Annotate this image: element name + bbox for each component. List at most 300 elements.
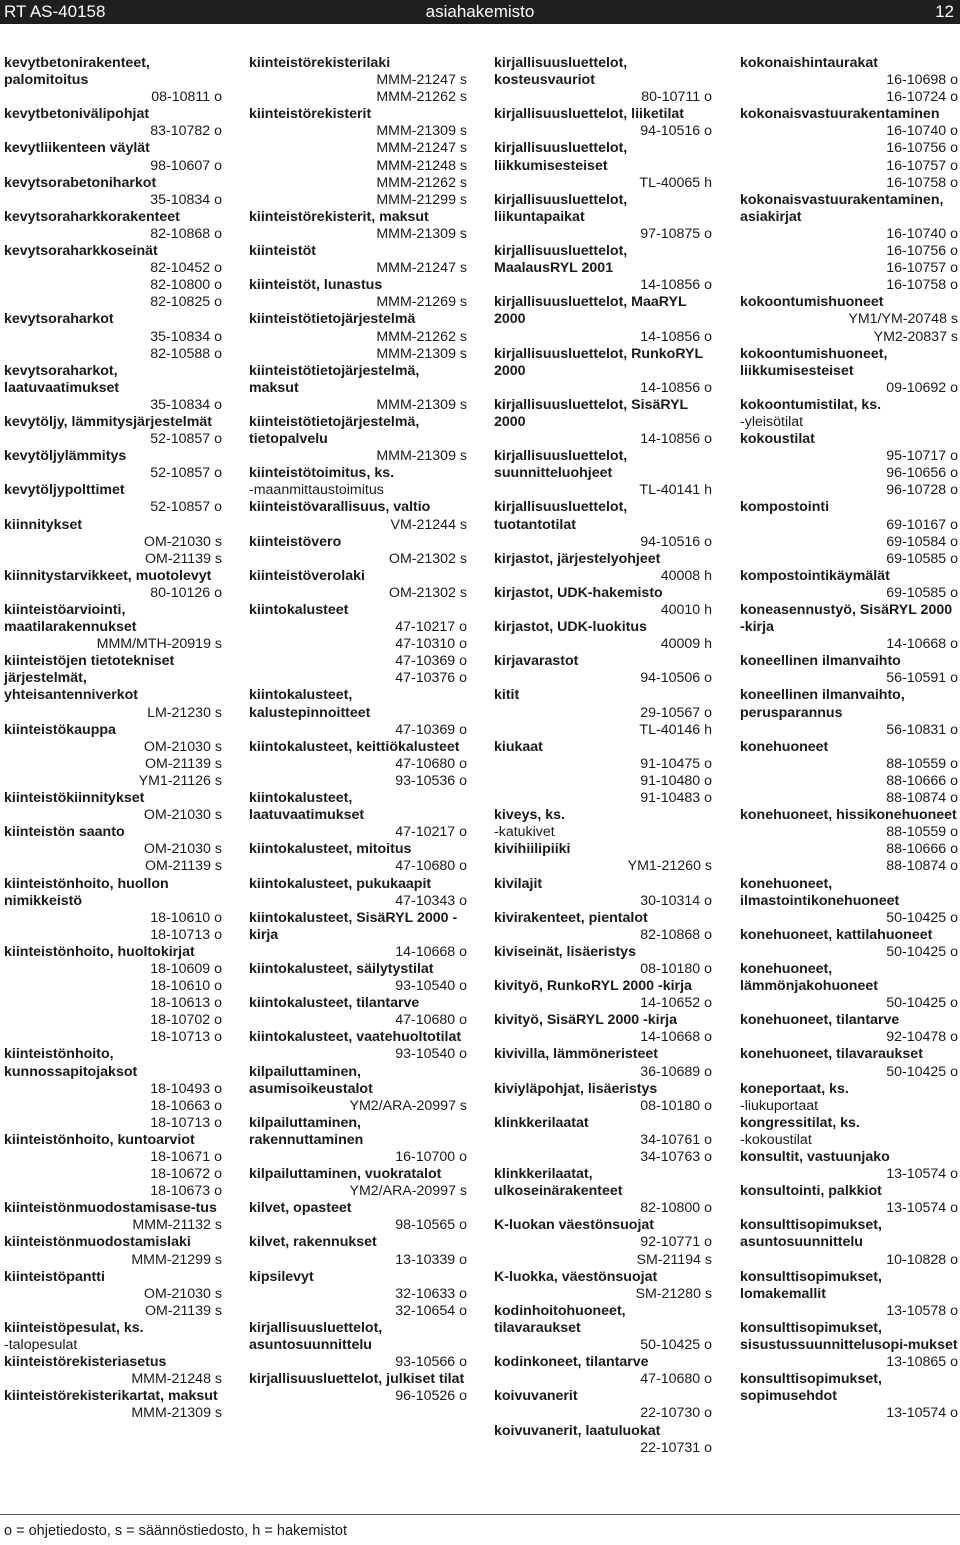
document-reference: 47-10376 o	[395, 670, 467, 687]
index-entry	[494, 1217, 712, 1268]
index-entry	[494, 499, 712, 550]
index-entry	[4, 55, 222, 106]
see-reference: -katukivet	[494, 824, 555, 841]
document-reference: OM-21139 s	[144, 755, 222, 772]
index-term: kevytsoraharkkorakenteet	[4, 208, 180, 225]
index-entry	[494, 1115, 712, 1166]
index-column-3	[494, 55, 712, 1457]
index-term: kiinnitystarvikkeet, muotolevyt	[4, 567, 212, 584]
document-reference: 95-10717 o	[886, 448, 958, 465]
index-entry	[249, 1234, 467, 1268]
index-term: konsulttisopimukset, lomakemallit	[740, 1268, 882, 1302]
index-entry	[4, 1388, 222, 1422]
index-term: kiinteistönhoito, kunnossapitojaksot	[4, 1046, 138, 1080]
index-term: kokonaishintaurakat	[740, 55, 878, 71]
index-term: konehuoneet, tilavaraukset	[740, 1046, 923, 1063]
document-reference: 47-10680 o	[395, 1012, 467, 1029]
index-entry	[494, 585, 712, 619]
document-reference: MMM-21262 s	[376, 328, 467, 345]
index-term: konsulttisopimukset, sopimusehdot	[740, 1371, 882, 1405]
index-term: kiviyläpohjat, lisäeristys	[494, 1080, 658, 1097]
index-term: kilpailuttaminen, rakennuttaminen	[249, 1114, 364, 1148]
index-entry	[4, 1234, 222, 1268]
index-entry	[740, 961, 958, 1012]
document-reference: 98-10607 o	[150, 157, 222, 174]
document-reference: 93-10566 o	[395, 1354, 467, 1371]
document-reference: 13-10574 o	[886, 1166, 958, 1183]
document-reference: 29-10567 o	[640, 704, 712, 721]
index-term: kevytsoraharkot, laatuvaatimukset	[4, 362, 120, 396]
index-term: kirjallisuusluettelot, tuotantotilat	[494, 499, 628, 533]
index-term: kilvet, opasteet	[249, 1200, 352, 1217]
document-reference: 82-10800 o	[150, 277, 222, 294]
index-entry	[249, 534, 467, 568]
see-reference: -kokoustilat	[740, 1131, 812, 1148]
index-term: kiinnitykset	[4, 516, 83, 533]
index-entry	[249, 841, 467, 875]
document-reference: 16-10757 o	[886, 260, 958, 277]
index-term: konehuoneet	[740, 738, 829, 755]
index-term: kiinteistövero	[249, 533, 342, 550]
document-reference: 08-10811 o	[151, 89, 222, 106]
document-reference: 69-10585 o	[886, 550, 958, 567]
index-entry	[494, 55, 712, 106]
document-reference: 47-10369 o	[395, 721, 467, 738]
index-term: kiintokalusteet	[249, 602, 349, 618]
document-reference: 98-10565 o	[395, 1217, 467, 1234]
document-reference: 14-10652 o	[640, 995, 712, 1012]
index-entry	[4, 944, 222, 1047]
document-reference: 18-10613 o	[150, 995, 222, 1012]
index-entry	[4, 876, 222, 944]
document-reference: MMM-21248 s	[131, 1371, 222, 1388]
index-term: kongressitilat, ks.	[740, 1114, 860, 1131]
document-reference: 13-10339 o	[395, 1251, 467, 1268]
index-term: kirjallisuusluettelot, SisäRYL 2000	[494, 396, 688, 430]
see-reference: -yleisötilat	[740, 413, 804, 430]
document-reference: 92-10478 o	[886, 1029, 958, 1046]
index-term: kiinteistöt	[249, 243, 317, 260]
index-entry	[740, 106, 958, 191]
index-term: kirjallisuusluettelot, RunkoRYL 2000	[494, 345, 703, 379]
index-entry	[249, 961, 467, 995]
index-term: kiinteistötietojärjestelmä, tietopalvelu	[249, 413, 420, 448]
document-reference: OM-21030 s	[143, 533, 222, 550]
document-reference: MMM-21309 s	[376, 345, 467, 362]
document-reference: MMM-21132 s	[132, 1217, 222, 1234]
index-term: kirjavarastot	[494, 653, 579, 670]
document-reference: 40010 h	[660, 602, 712, 618]
index-entry	[249, 209, 467, 243]
index-entry	[740, 55, 958, 106]
index-entry	[249, 1064, 467, 1115]
index-term: kevytöljylämmitys	[4, 448, 127, 465]
index-term: konehuoneet, ilmastointikonehuoneet	[740, 875, 900, 909]
document-reference: SM-21280 s	[635, 1285, 712, 1302]
document-reference: 16-10740 o	[886, 225, 958, 242]
index-entry	[494, 876, 712, 910]
index-entry	[4, 824, 222, 875]
index-entry	[740, 1149, 958, 1183]
document-reference: 14-10856 o	[640, 277, 712, 294]
document-reference: 47-10369 o	[395, 653, 467, 670]
document-reference: 14-10668 o	[886, 636, 958, 653]
document-reference: 50-10425 o	[886, 1063, 958, 1080]
index-term: kivilajit	[494, 875, 543, 892]
index-term: kevytsoraharkkoseinät	[4, 243, 158, 260]
index-term: konsultit, vastuunjako	[740, 1149, 890, 1165]
index-term: koneellinen ilmanvaihto	[740, 653, 901, 670]
document-reference: 16-10757 o	[886, 157, 958, 174]
index-term: klinkkerilaatat, ulkoseinärakenteet	[494, 1166, 623, 1200]
document-reference: YM2-20837 s	[873, 328, 958, 345]
document-reference: MMM-21309 s	[131, 1405, 222, 1422]
index-entry	[494, 1166, 712, 1217]
page-title: asiahakemisto	[425, 2, 535, 21]
index-entry	[740, 807, 958, 875]
index-term: kokonaisvastuurakentaminen, asiakirjat	[740, 191, 944, 225]
index-entry	[249, 739, 467, 790]
document-reference: 91-10475 o	[640, 755, 712, 772]
index-term: kirjallisuusluettelot, kosteusvauriot	[494, 55, 628, 89]
index-entry	[740, 397, 958, 431]
index-entry	[494, 1303, 712, 1354]
document-reference: 13-10865 o	[886, 1354, 958, 1371]
index-term: kokoontumishuoneet, liikkumisesteiset	[740, 345, 888, 379]
index-term: kiintokalusteet, tilantarve	[249, 995, 420, 1012]
index-term: kiveys, ks.	[494, 807, 565, 824]
document-reference: 16-10756 o	[886, 140, 958, 157]
index-term: konehuoneet, hissikonehuoneet	[740, 807, 957, 824]
document-reference: MMM-21247 s	[376, 140, 467, 157]
document-reference: 92-10771 o	[640, 1234, 712, 1251]
document-reference: 69-10167 o	[886, 516, 958, 533]
index-column-2	[249, 55, 467, 1405]
document-reference: TL-40141 h	[639, 482, 712, 499]
index-term: kiinteistörekisteriasetus	[4, 1354, 167, 1371]
index-entry	[494, 140, 712, 191]
document-reference: TL-40065 h	[639, 174, 712, 191]
index-term: kivirakenteet, pientalot	[494, 909, 648, 926]
index-entry	[249, 910, 467, 961]
document-reference: 08-10180 o	[640, 960, 712, 977]
index-term: kirjallisuusluettelot, MaalausRYL 2001	[494, 243, 628, 277]
see-reference: -maanmittaustoimitus	[249, 482, 384, 499]
index-term: kiukaat	[494, 738, 543, 755]
document-reference: OM-21139 s	[144, 858, 222, 875]
document-reference: OM-21030 s	[143, 841, 222, 858]
index-columns	[0, 55, 960, 1500]
document-reference: MMM-21309 s	[376, 123, 467, 140]
document-reference: 14-10856 o	[640, 328, 712, 345]
document-reference: 16-10758 o	[886, 277, 958, 294]
index-term: kevytliikenteen väylät	[4, 140, 150, 157]
document-reference: TL-40146 h	[639, 721, 712, 738]
index-entry	[494, 346, 712, 397]
index-term: kirjastot, järjestelyohjeet	[494, 550, 661, 567]
document-reference: 93-10536 o	[395, 772, 467, 789]
document-reference: 18-10610 o	[150, 909, 222, 926]
index-term: kevytbetonirakenteet, palomitoitus	[4, 55, 150, 89]
index-entry	[4, 209, 222, 243]
document-reference: MMM-21299 s	[376, 191, 467, 208]
page-header	[0, 0, 960, 24]
index-term: kiintokalusteet, SisäRYL 2000 -kirja	[249, 909, 458, 943]
index-term: konsulttisopimukset, sisustussuunnittelusopi-mukset	[740, 1319, 958, 1354]
index-term: kiinteistöverolaki	[249, 567, 365, 584]
document-reference: 18-10702 o	[150, 1012, 222, 1029]
document-reference: OM-21030 s	[143, 807, 222, 824]
document-reference: 52-10857 o	[150, 499, 222, 516]
document-reference: MMM-21262 s	[376, 89, 467, 106]
page-number: 12	[935, 2, 954, 21]
document-reference: 82-10452 o	[150, 260, 222, 277]
index-entry	[494, 653, 712, 687]
document-reference: YM2/ARA-20997 s	[349, 1183, 467, 1200]
index-entry	[494, 1388, 712, 1422]
index-term: kilpailuttaminen, vuokratalot	[249, 1166, 442, 1183]
index-term: klinkkerilaatat	[494, 1114, 589, 1131]
index-term: kiinteistönhoito, huoltokirjat	[4, 943, 195, 960]
index-entry	[249, 1269, 467, 1320]
document-reference: 18-10671 o	[150, 1149, 222, 1165]
document-reference: 16-10756 o	[886, 243, 958, 260]
document-reference: 80-10711 o	[641, 89, 712, 106]
index-term: kiintokalusteet, laatuvaatimukset	[249, 790, 365, 824]
index-column-4	[740, 55, 958, 1423]
document-reference: 18-10713 o	[150, 926, 222, 943]
document-reference: 18-10609 o	[150, 960, 222, 977]
document-reference: 93-10540 o	[395, 1046, 467, 1063]
index-term: kiinteistötietojärjestelmä	[249, 311, 416, 328]
document-reference: MMM-21248 s	[376, 157, 467, 174]
index-entry	[740, 876, 958, 927]
index-entry	[740, 1371, 958, 1422]
document-reference: 16-10700 o	[395, 1149, 467, 1165]
index-term: konehuoneet, lämmönjakohuoneet	[740, 960, 878, 995]
index-term: kiinteistökauppa	[4, 721, 116, 738]
index-entry	[494, 243, 712, 294]
document-reference: 82-10825 o	[150, 294, 222, 311]
document-reference: 22-10731 o	[640, 1439, 712, 1456]
index-entry	[740, 568, 958, 602]
see-reference: -talopesulat	[4, 1337, 78, 1354]
document-reference: 18-10493 o	[150, 1080, 222, 1097]
index-entry	[249, 106, 467, 209]
index-entry	[249, 55, 467, 106]
index-entry	[249, 602, 467, 687]
document-reference: 30-10314 o	[640, 892, 712, 909]
document-reference: 16-10740 o	[886, 123, 958, 140]
index-entry	[249, 876, 467, 910]
document-reference: 40009 h	[660, 636, 712, 653]
index-term: kevytöljy, lämmitysjärjestelmät	[4, 413, 212, 430]
index-entry	[740, 192, 958, 295]
index-entry	[249, 687, 467, 738]
document-reference: OM-21030 s	[143, 1285, 222, 1302]
index-entry	[740, 927, 958, 961]
index-entry	[4, 448, 222, 482]
document-reference: MMM-21262 s	[376, 174, 467, 191]
document-reference: 16-10758 o	[886, 174, 958, 191]
index-entry	[249, 414, 467, 465]
document-reference: 82-10868 o	[150, 225, 222, 242]
index-entry	[249, 311, 467, 362]
index-term: kirjallisuusluettelot, MaaRYL 2000	[494, 294, 687, 328]
document-reference: 96-10728 o	[886, 482, 958, 499]
document-reference: 47-10680 o	[395, 755, 467, 772]
index-entry	[740, 739, 958, 807]
document-reference: 16-10698 o	[886, 72, 958, 89]
index-term: kokoontumishuoneet	[740, 294, 884, 311]
document-reference: YM1/YM-20748 s	[848, 311, 958, 328]
document-reference: 09-10692 o	[886, 379, 958, 396]
footer-legend: o = ohjetiedosto, s = säännöstiedosto, h = hakemistot	[4, 1523, 347, 1539]
index-term: kipsilevyt	[249, 1268, 314, 1285]
index-entry	[4, 175, 222, 209]
document-reference: MMM-21247 s	[376, 260, 467, 277]
index-term: kivityö, RunkoRYL 2000 -kirja	[494, 978, 692, 995]
document-reference: 94-10516 o	[640, 533, 712, 550]
index-entry	[494, 841, 712, 875]
document-reference: 14-10856 o	[640, 431, 712, 448]
index-term: kodinkoneet, tilantarve	[494, 1354, 649, 1371]
index-term: kirjallisuusluettelot, asuntosuunnittelu	[249, 1319, 383, 1354]
index-entry	[494, 192, 712, 243]
index-entry	[4, 602, 222, 653]
index-entry	[4, 363, 222, 414]
index-term: kokonaisvastuurakentaminen	[740, 106, 940, 123]
index-entry	[4, 1046, 222, 1131]
index-term: kirjastot, UDK-hakemisto	[494, 584, 663, 601]
index-entry	[740, 687, 958, 738]
document-reference: 88-10559 o	[886, 824, 958, 841]
index-term: kiinteistön saanto	[4, 824, 125, 841]
index-term: kivihiilipiiki	[494, 841, 571, 858]
index-entry	[494, 1354, 712, 1388]
document-reference: 13-10574 o	[886, 1405, 958, 1422]
index-entry	[740, 1320, 958, 1371]
index-term: kiinteistöt, lunastus	[249, 277, 383, 294]
document-reference: OM-21302 s	[388, 550, 467, 567]
document-reference: 35-10834 o	[150, 328, 222, 345]
document-reference: MMM-21299 s	[131, 1251, 222, 1268]
index-entry	[494, 944, 712, 978]
index-entry	[249, 499, 467, 533]
index-term: kilvet, rakennukset	[249, 1234, 377, 1251]
index-term: kiinteistörekisterit	[249, 106, 372, 123]
index-term: kitit	[494, 687, 520, 704]
index-term: kiintokalusteet, vaatehuoltotilat	[249, 1029, 462, 1046]
document-reference: 82-10800 o	[640, 1200, 712, 1217]
document-reference: 18-10672 o	[150, 1166, 222, 1183]
index-entry	[4, 517, 222, 568]
document-reference: MMM-21247 s	[376, 72, 467, 89]
index-entry	[740, 653, 958, 687]
index-term: kiinteistönhoito, kuntoarviot	[4, 1131, 195, 1148]
index-entry	[4, 653, 222, 721]
document-reference: MMM-21309 s	[376, 396, 467, 413]
index-term: koivuvanerit, laatuluokat	[494, 1422, 661, 1439]
index-entry	[740, 602, 958, 653]
document-reference: 56-10591 o	[886, 670, 958, 687]
index-term: kiinteistörekisterit, maksut	[249, 208, 429, 225]
index-entry	[494, 1081, 712, 1115]
document-reference: 50-10425 o	[886, 995, 958, 1012]
index-entry	[494, 397, 712, 448]
index-entry	[249, 277, 467, 311]
index-entry	[249, 568, 467, 602]
document-reference: 14-10668 o	[640, 1029, 712, 1046]
index-entry	[4, 1320, 222, 1354]
index-entry	[740, 346, 958, 397]
index-term: kevytöljypolttimet	[4, 482, 125, 499]
index-entry	[4, 722, 222, 790]
document-reference: 52-10857 o	[150, 431, 222, 448]
document-reference: 82-10588 o	[150, 345, 222, 362]
index-entry	[740, 294, 958, 345]
document-reference: 69-10585 o	[886, 584, 958, 601]
document-reference: YM1-21126 s	[138, 772, 222, 789]
index-entry	[494, 551, 712, 585]
index-entry	[249, 790, 467, 841]
document-reference: 96-10526 o	[395, 1388, 467, 1405]
index-term: K-luokan väestönsuojat	[494, 1217, 655, 1234]
index-entry	[494, 739, 712, 807]
document-reference: 52-10857 o	[150, 465, 222, 482]
document-reference: YM1-21260 s	[627, 858, 712, 875]
see-reference: -liukuportaat	[740, 1097, 819, 1114]
document-reference: VM-21244 s	[390, 516, 467, 533]
index-entry	[4, 568, 222, 602]
document-reference: 18-10713 o	[150, 1029, 222, 1046]
index-term: kiinteistöpesulat, ks.	[4, 1319, 144, 1336]
index-term: kiintokalusteet, keittiökalusteet	[249, 738, 460, 755]
index-entry	[4, 482, 222, 516]
index-term: kompostointi	[740, 499, 830, 516]
index-entry	[4, 414, 222, 448]
index-entry	[249, 465, 467, 499]
document-reference: 32-10654 o	[395, 1302, 467, 1319]
index-entry	[494, 910, 712, 944]
index-term: kiintokalusteet, mitoitus	[249, 841, 412, 858]
document-reference: OM-21139 s	[144, 1302, 222, 1319]
index-entry	[249, 1200, 467, 1234]
document-reference: 88-10559 o	[886, 755, 958, 772]
footer-divider	[0, 1514, 960, 1515]
document-reference: LM-21230 s	[147, 704, 222, 721]
document-reference: 94-10516 o	[640, 123, 712, 140]
index-term: kokoontumistilat, ks.	[740, 396, 882, 413]
index-term: koneasennustyö, SisäRYL 2000 -kirja	[740, 602, 953, 636]
index-term: kirjallisuusluettelot, suunnitteluohjeet	[494, 448, 628, 482]
document-reference: 88-10874 o	[886, 858, 958, 875]
document-reference: 82-10868 o	[640, 926, 712, 943]
index-entry	[249, 363, 467, 414]
index-entry	[740, 1046, 958, 1080]
index-term: kivityö, SisäRYL 2000 -kirja	[494, 1012, 677, 1029]
document-reference: 18-10610 o	[150, 978, 222, 995]
index-entry	[740, 499, 958, 567]
index-term: koneportaat, ks.	[740, 1080, 849, 1097]
document-reference: MMM/MTH-20919 s	[96, 636, 222, 653]
index-entry	[494, 687, 712, 738]
document-reference: 80-10126 o	[150, 584, 222, 601]
document-reference: 34-10763 o	[640, 1149, 712, 1165]
document-reference: 91-10480 o	[640, 772, 712, 789]
document-reference: 91-10483 o	[640, 790, 712, 807]
document-reference: 50-10425 o	[886, 943, 958, 960]
